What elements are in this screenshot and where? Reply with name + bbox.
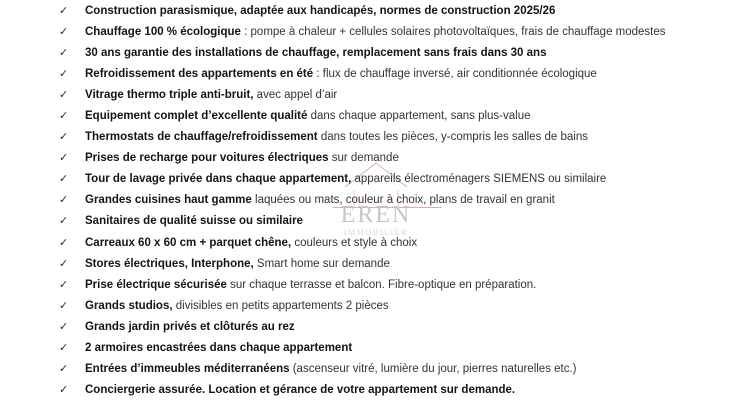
item-text	[85, 152, 399, 164]
item-text	[85, 47, 546, 59]
check-icon: ✓	[59, 110, 69, 123]
list-item	[0, 106, 666, 127]
list-item	[0, 254, 666, 275]
watermark-subtitle-text: IMMOBILIER	[343, 228, 409, 237]
check-icon: ✓	[59, 362, 69, 375]
list-item	[0, 359, 666, 380]
check-icon: ✓	[59, 236, 69, 249]
list-item	[0, 233, 666, 254]
list-item	[0, 85, 666, 106]
item-text	[85, 68, 597, 80]
check-icon: ✓	[59, 89, 69, 102]
item-regular-text: dans toutes les pièces, y-compris les salles de bains	[317, 131, 589, 144]
check-icon: ✓	[59, 173, 69, 186]
list-item	[0, 148, 666, 169]
item-bold-text: Grands studios,	[85, 299, 173, 312]
item-text	[85, 342, 352, 354]
check-icon: ✓	[59, 5, 69, 17]
item-bold-text: Sanitaires de qualité suisse ou similaire	[85, 215, 303, 228]
item-bold-text: Grandes cuisines haut gamme	[85, 194, 252, 207]
list-item	[0, 380, 666, 401]
item-text	[85, 215, 303, 227]
item-regular-text: Smart home sur demande	[253, 257, 390, 270]
item-bold-text: Entrées d’immeubles méditerranéens	[85, 362, 290, 375]
item-bold-text: Tour de lavage privée dans chaque appartement,	[85, 173, 352, 186]
item-text	[85, 321, 295, 333]
item-bold-text: Chauffage 100 % écologique	[85, 26, 241, 39]
item-text	[85, 384, 515, 396]
item-regular-text: sur demande	[328, 152, 399, 165]
list-item	[0, 22, 666, 43]
item-text	[85, 258, 390, 270]
item-regular-text: (ascenseur vitré, lumière du jour, pierres naturelles etc.)	[289, 362, 577, 375]
item-bold-text: Thermostats de chauffage/refroidissement	[85, 131, 318, 144]
check-icon: ✓	[59, 194, 69, 207]
list-item	[0, 296, 666, 317]
item-text	[85, 237, 417, 249]
item-bold-text: Conciergerie assurée. Location et gérance de votre appartement sur demande.	[85, 383, 516, 396]
check-icon: ✓	[59, 257, 69, 270]
item-bold-text: 2 armoires encastrées dans chaque appartement	[85, 341, 353, 354]
item-bold-text: Vitrage thermo triple anti-bruit,	[85, 89, 254, 102]
item-text	[85, 5, 555, 17]
item-text	[85, 194, 555, 206]
list-item	[0, 190, 666, 211]
item-bold-text: Prise électrique sécurisée	[85, 278, 227, 291]
item-regular-text: sur chaque terrasse et balcon. Fibre-optique en préparation.	[226, 278, 537, 291]
item-text	[85, 173, 606, 185]
item-regular-text: avec appel d’air	[253, 89, 338, 102]
item-bold-text: Carreaux 60 x 60 cm + parquet chêne,	[85, 236, 292, 249]
list-item	[0, 317, 666, 338]
list-item	[0, 211, 666, 232]
item-regular-text: : flux de chauffage inversé, air conditionnée écologique	[313, 68, 597, 81]
item-text	[85, 110, 531, 122]
item-bold-text: Equipement complet d’excellente qualité	[85, 110, 308, 123]
item-regular-text: dans chaque appartement, sans plus-value	[307, 110, 531, 123]
item-text	[85, 363, 577, 375]
item-bold-text: Construction parasismique, adaptée aux handicapés, normes de construction 2025/26	[85, 5, 556, 17]
list-item	[0, 169, 666, 190]
item-bold-text: Stores électriques, Interphone,	[85, 257, 254, 270]
check-icon: ✓	[59, 26, 69, 39]
list-item	[0, 338, 666, 359]
item-regular-text: couleurs et style à choix	[291, 236, 418, 249]
check-icon: ✓	[59, 131, 69, 144]
item-bold-text: Grands jardin privés et clôturés au rez	[85, 320, 295, 333]
check-icon: ✓	[59, 299, 69, 312]
check-icon: ✓	[59, 47, 69, 60]
check-icon: ✓	[59, 278, 69, 291]
watermark-brand-text: EREN	[340, 202, 412, 228]
item-text	[85, 26, 666, 38]
item-regular-text: appareils électroménagers SIEMENS ou similaire	[351, 173, 607, 186]
item-regular-text: : pompe à chaleur + cellules solaires photovoltaïques, frais de chauffage modestes	[240, 26, 666, 39]
list-item	[0, 127, 666, 148]
item-bold-text: 30 ans garantie des installations de chauffage, remplacement sans frais dans 30 ans	[85, 47, 547, 60]
item-text	[85, 300, 389, 312]
check-icon: ✓	[59, 215, 69, 228]
check-icon: ✓	[59, 341, 69, 354]
item-bold-text: Prises de recharge pour voitures électriques	[85, 152, 329, 165]
item-text	[85, 89, 337, 101]
item-text	[85, 131, 588, 143]
item-regular-text: divisibles en petits appartements 2 pièces	[172, 299, 389, 312]
list-item	[0, 64, 666, 85]
list-item	[0, 43, 666, 64]
check-icon: ✓	[59, 383, 69, 396]
check-icon: ✓	[59, 320, 69, 333]
item-bold-text: Refroidissement des appartements en été	[85, 68, 314, 81]
item-regular-text: laquées ou mats, couleur à choix, plans de travail en granit	[251, 194, 555, 207]
check-icon: ✓	[59, 152, 69, 165]
list-item	[0, 275, 666, 296]
check-icon: ✓	[59, 68, 69, 81]
item-text	[85, 279, 536, 291]
list-item	[0, 1, 666, 22]
